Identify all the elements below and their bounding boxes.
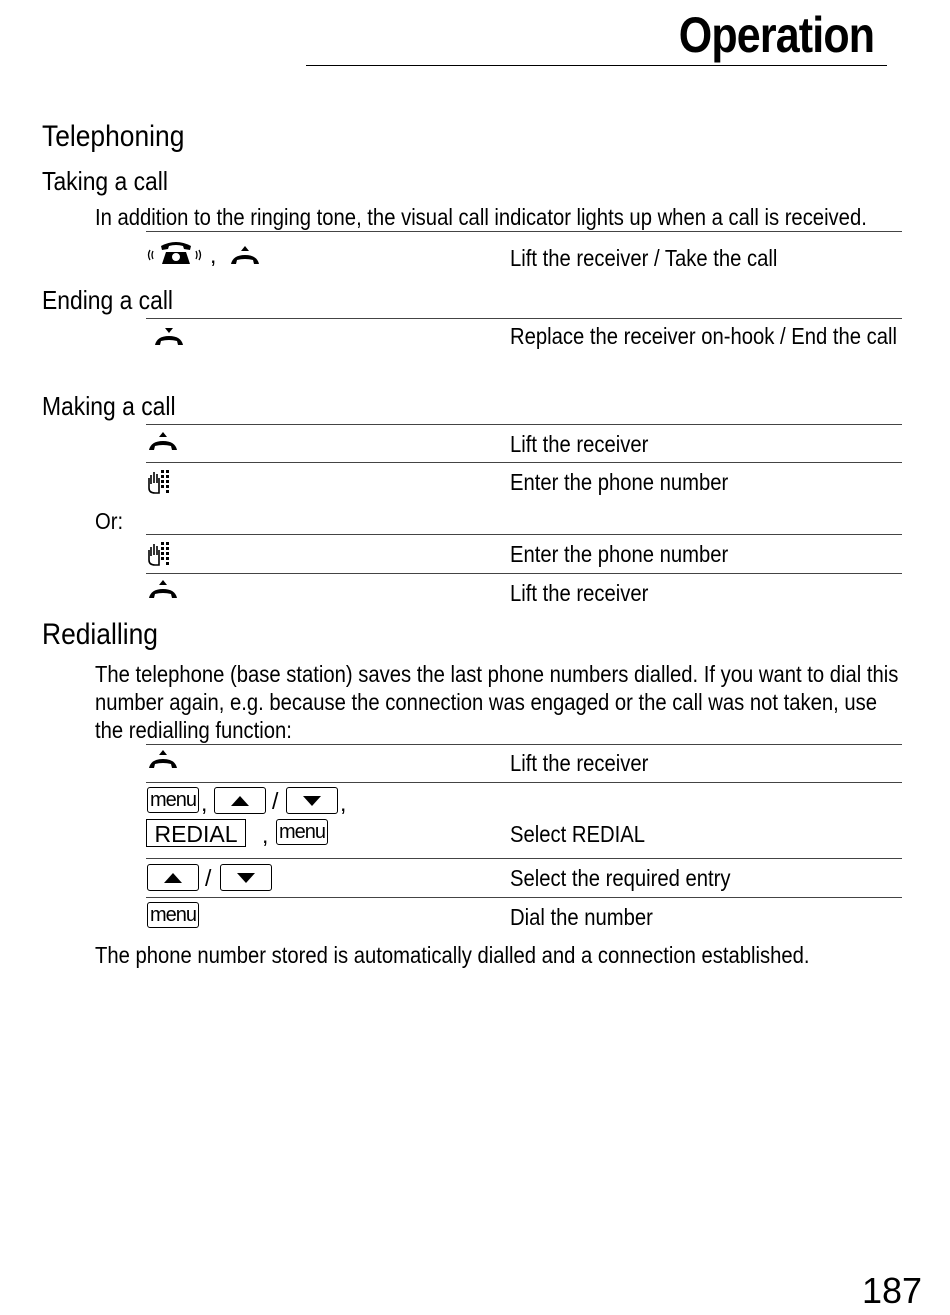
row-divider [146,897,902,898]
ringing-and-lift-symbols [146,238,276,272]
menu-key[interactable]: menu [147,787,199,813]
comma-separator: , [201,790,208,816]
row-divider [146,318,902,319]
page-header-title: Operation [678,7,874,63]
triangle-up-icon [163,872,183,884]
triangle-down-icon [236,872,256,884]
row-description: Lift the receiver / Take the call [510,245,778,271]
row-description: Lift the receiver [510,431,649,457]
row-description: Replace the receiver on-hook / End the call [510,323,898,349]
row-description: Select the required entry [510,865,731,891]
subsection-title-taking-call: Taking a call [42,166,168,196]
down-arrow-key[interactable] [220,864,272,891]
header-divider [306,65,887,66]
keypad-entry-icon [146,466,172,496]
symbol-separator: , [210,242,217,268]
row-description: Dial the number [510,904,653,930]
row-divider [146,782,902,783]
slash-separator: / [272,788,279,814]
row-description: Lift the receiver [510,580,649,606]
up-arrow-key[interactable] [147,864,199,891]
row-description: Select REDIAL [510,821,645,847]
section-title-telephoning: Telephoning [42,120,185,153]
comma-separator: , [262,822,269,848]
row-divider [146,231,902,232]
row-divider [146,462,902,463]
triangle-up-icon [230,795,250,807]
or-label: Or: [95,508,124,534]
row-divider [146,573,902,574]
lift-receiver-icon [146,430,180,454]
row-description: Enter the phone number [510,469,729,495]
row-divider [146,858,902,859]
subsection-title-ending-call: Ending a call [42,285,174,315]
page-number: 187 [862,1270,923,1311]
redialling-intro: The telephone (base station) saves the last phone numbers dialled. If you want to dial this number again, e.g. because the connection was engaged or the call was not taken, use the redialling function: [95,661,899,743]
lift-receiver-icon [146,748,180,772]
keypad-entry-icon [146,538,172,568]
ringing-phone-icon [146,238,206,272]
menu-key[interactable]: menu [276,819,328,845]
redialling-outro: The phone number stored is automatically dialled and a connection established. [95,942,810,968]
row-description: Lift the receiver [510,750,649,776]
menu-key[interactable]: menu [147,902,199,928]
comma-separator: , [340,790,347,816]
subsection-title-making-call: Making a call [42,391,176,421]
replace-receiver-icon [152,324,186,348]
row-divider [146,424,902,425]
down-arrow-key[interactable] [286,787,338,814]
section-title-redialling: Redialling [42,618,158,651]
row-divider [146,744,902,745]
triangle-down-icon [302,795,322,807]
row-divider [146,534,902,535]
up-arrow-key[interactable] [214,787,266,814]
row-description: Enter the phone number [510,541,729,567]
redial-display-option[interactable]: REDIAL [146,819,246,847]
taking-call-intro: In addition to the ringing tone, the visual call indicator lights up when a call is received. [95,204,867,230]
lift-receiver-icon [228,244,262,268]
slash-separator: / [205,865,212,891]
lift-receiver-icon [146,578,180,602]
